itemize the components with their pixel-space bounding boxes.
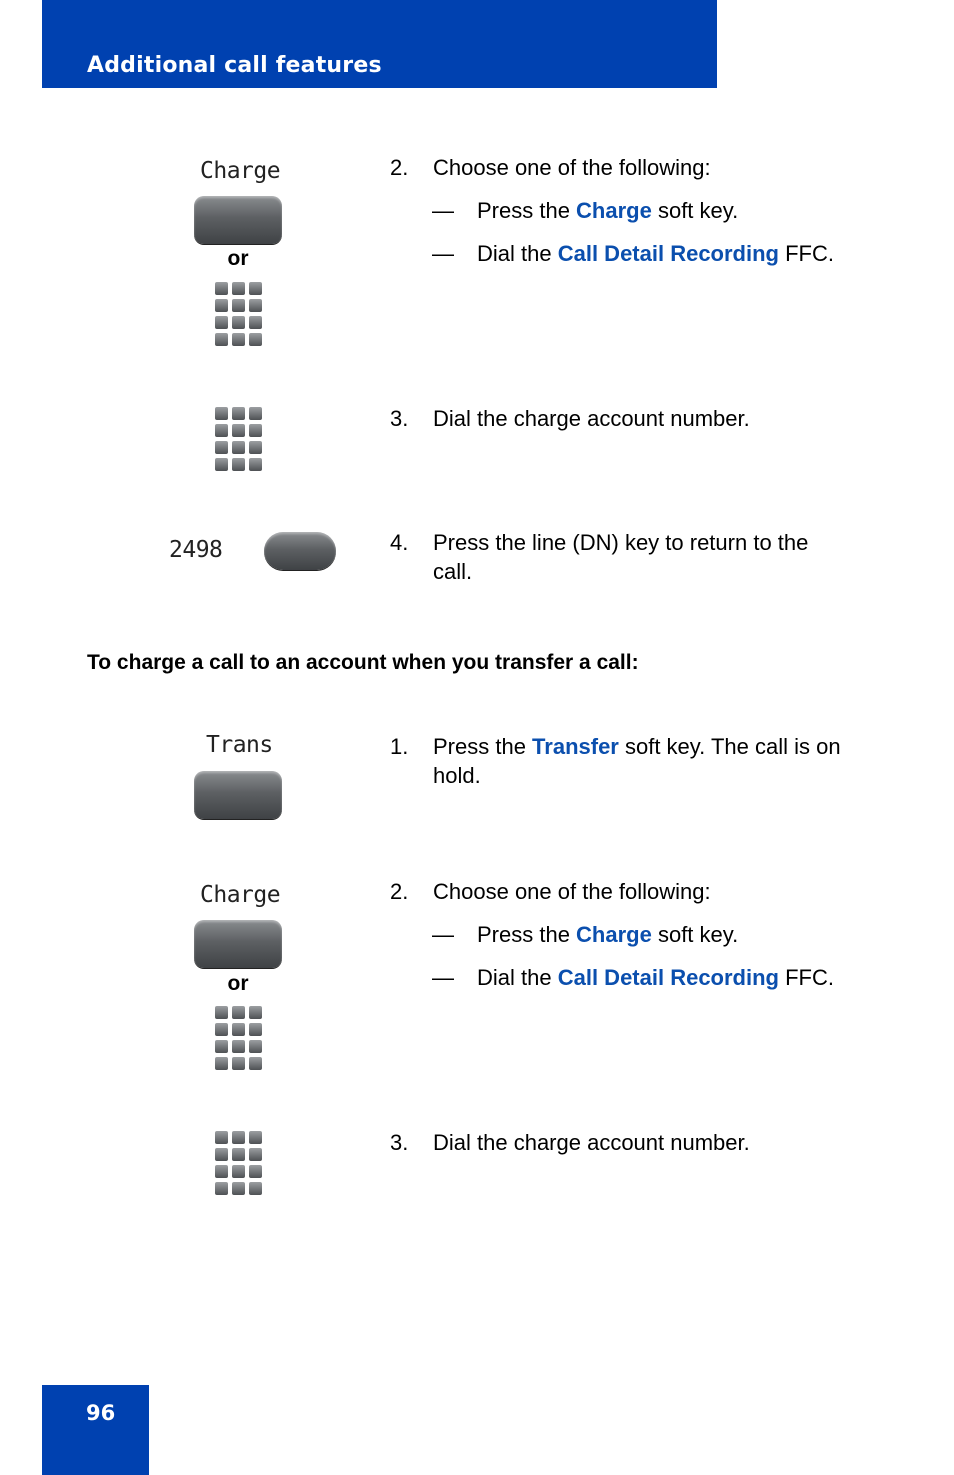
charge-softkey-label: Charge: [200, 158, 281, 184]
option-text-before: Press the: [477, 922, 577, 947]
step-text: Choose one of the following:: [433, 155, 711, 180]
step-number: 4.: [390, 530, 409, 555]
charge-softkey-icon[interactable]: [194, 920, 282, 968]
or-label: or: [227, 247, 249, 270]
step-text-before: Press the: [433, 734, 533, 759]
step-text: Press the line (DN) key to return to the call.: [433, 530, 809, 584]
option-text-after: FFC.: [779, 241, 834, 266]
step-text: Dial the charge account number.: [433, 1130, 750, 1155]
step-text: [433, 732, 863, 790]
trans-softkey-label: Trans: [206, 732, 273, 758]
option-dash: —: [432, 241, 454, 266]
charge-softkey-icon[interactable]: [194, 196, 282, 244]
option-press-charge: [432, 920, 738, 949]
keypad-icon: [215, 1006, 263, 1072]
section-heading: To charge a call to an account when you transfer a call:: [87, 651, 639, 674]
keypad-icon: [215, 1131, 263, 1197]
or-label: or: [227, 972, 249, 995]
step-number: 2.: [390, 155, 409, 180]
dn-label: 2498: [169, 537, 223, 563]
option-dash: —: [432, 965, 454, 990]
page-number-box: [42, 1385, 149, 1475]
option-text-before: Press the: [477, 198, 577, 223]
option-dial-cdr: [432, 239, 834, 268]
step-text: Choose one of the following:: [433, 879, 711, 904]
step-number: 1.: [390, 734, 409, 759]
charge-softkey-label: Charge: [200, 882, 281, 908]
option-highlight: Charge: [576, 922, 652, 947]
option-text-before: Dial the: [477, 241, 558, 266]
step-number: 2.: [390, 879, 409, 904]
header-title: Additional call features: [87, 53, 382, 78]
option-dash: —: [432, 922, 454, 947]
option-highlight: Charge: [576, 198, 652, 223]
option-dash: —: [432, 198, 454, 223]
option-highlight: Call Detail Recording: [557, 965, 779, 990]
page-number: 96: [86, 1401, 116, 1425]
option-text-before: Dial the: [477, 965, 558, 990]
keypad-icon: [215, 282, 263, 348]
option-text-after: soft key.: [651, 198, 739, 223]
option-text-after: soft key.: [651, 922, 739, 947]
step-highlight: Transfer: [532, 734, 619, 759]
line-key-icon[interactable]: [264, 532, 336, 570]
option-press-charge: [432, 196, 738, 225]
step-number: 3.: [390, 406, 409, 431]
step-text-after: soft key. The call is on hold.: [433, 734, 841, 788]
keypad-icon: [215, 407, 263, 473]
option-dial-cdr: [432, 963, 834, 992]
option-text-after: FFC.: [779, 965, 834, 990]
step-text: Dial the charge account number.: [433, 406, 750, 431]
header-bar: [42, 0, 717, 88]
option-highlight: Call Detail Recording: [557, 241, 779, 266]
step-number: 3.: [390, 1130, 409, 1155]
transfer-softkey-icon[interactable]: [194, 771, 282, 819]
